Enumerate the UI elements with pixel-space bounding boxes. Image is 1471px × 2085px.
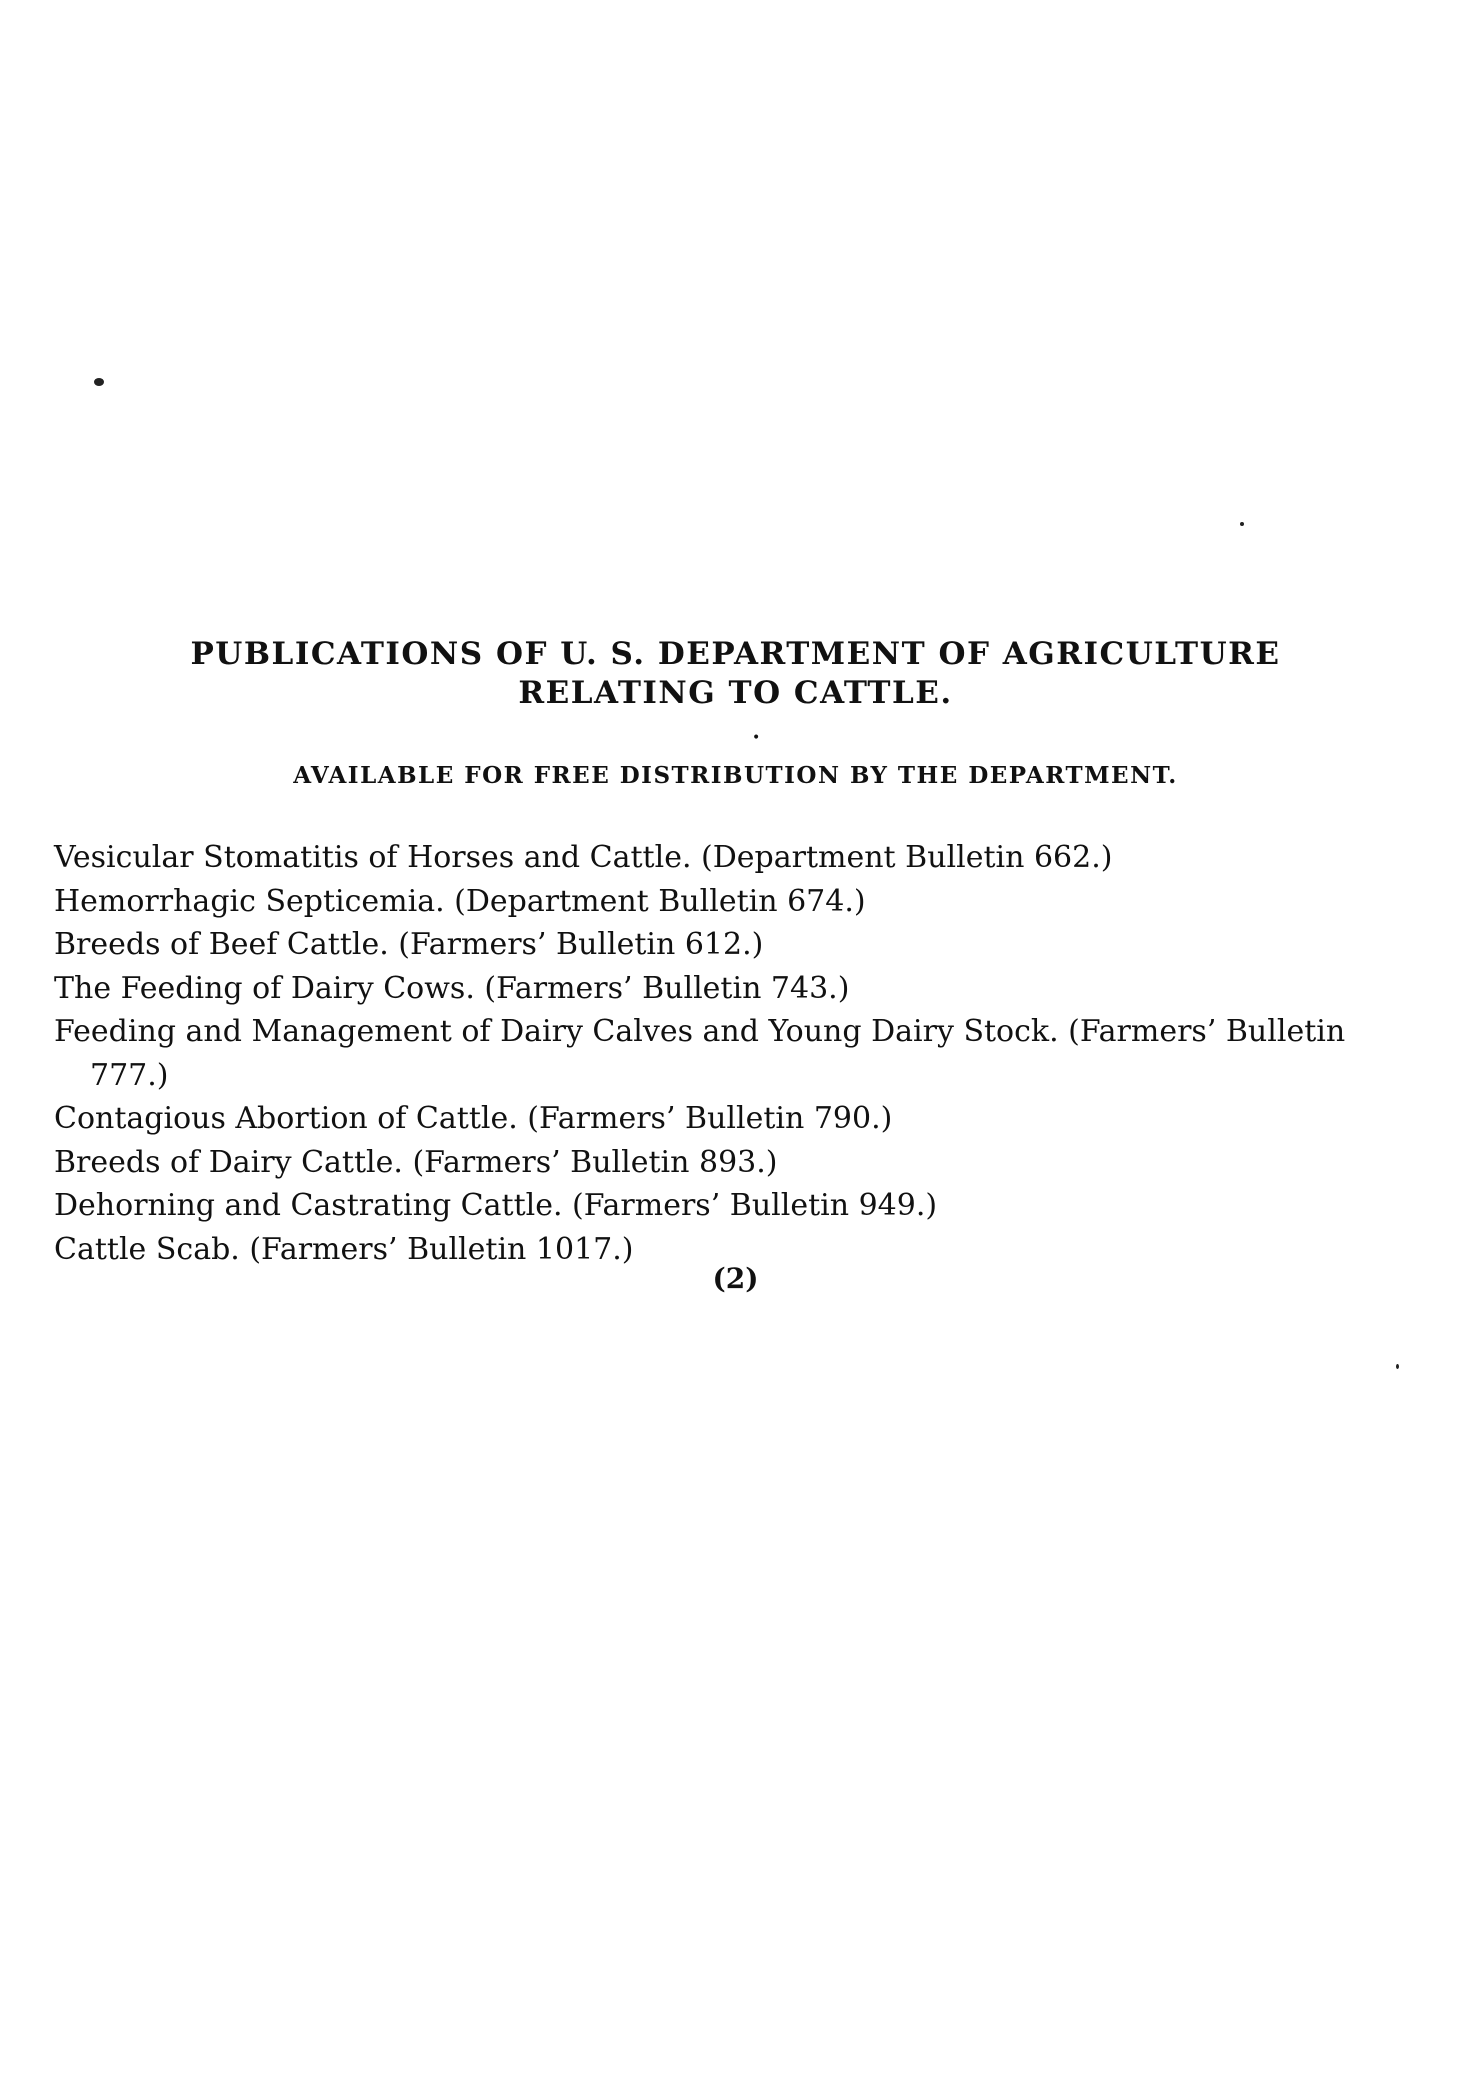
publication-item: Breeds of Beef Cattle. (Farmers’ Bulletin 612.): [54, 927, 764, 962]
ornament-mark: •: [752, 730, 761, 746]
publication-item: The Feeding of Dairy Cows. (Farmers’ Bulletin 743.): [54, 970, 850, 1006]
page-number: (2): [712, 1262, 759, 1295]
subtitle: AVAILABLE FOR FREE DISTRIBUTION BY THE DEPARTMENT.: [293, 762, 1178, 789]
publication-item: Dehorning and Castrating Cattle. (Farmers’ Bulletin 949.): [54, 1188, 938, 1223]
publication-item: Vesicular Stomatitis of Horses and Cattle. (Department Bulletin 662.): [54, 840, 1113, 875]
publication-item: Feeding and Management of Dairy Calves and Young Dairy Stock. (Farmers’ Bulletin 777.): [54, 1014, 1346, 1093]
scan-speck: [94, 378, 104, 386]
scan-speck: [1396, 1364, 1399, 1369]
publication-item: Breeds of Dairy Cattle. (Farmers’ Bulletin 893.): [54, 1144, 778, 1180]
page-title: PUBLICATIONS OF U. S. DEPARTMENT OF AGRICULTURE: [190, 636, 1281, 672]
publication-item: Cattle Scab. (Farmers’ Bulletin 1017.): [54, 1231, 634, 1267]
page-title-line-2: RELATING TO CATTLE.: [518, 675, 953, 711]
scan-speck: [1240, 522, 1244, 526]
publication-item: Contagious Abortion of Cattle. (Farmers’ Bulletin 790.): [54, 1101, 893, 1136]
publication-item: Hemorrhagic Septicemia. (Department Bulletin 674.): [54, 883, 866, 919]
publication-list: [54, 836, 1414, 1271]
